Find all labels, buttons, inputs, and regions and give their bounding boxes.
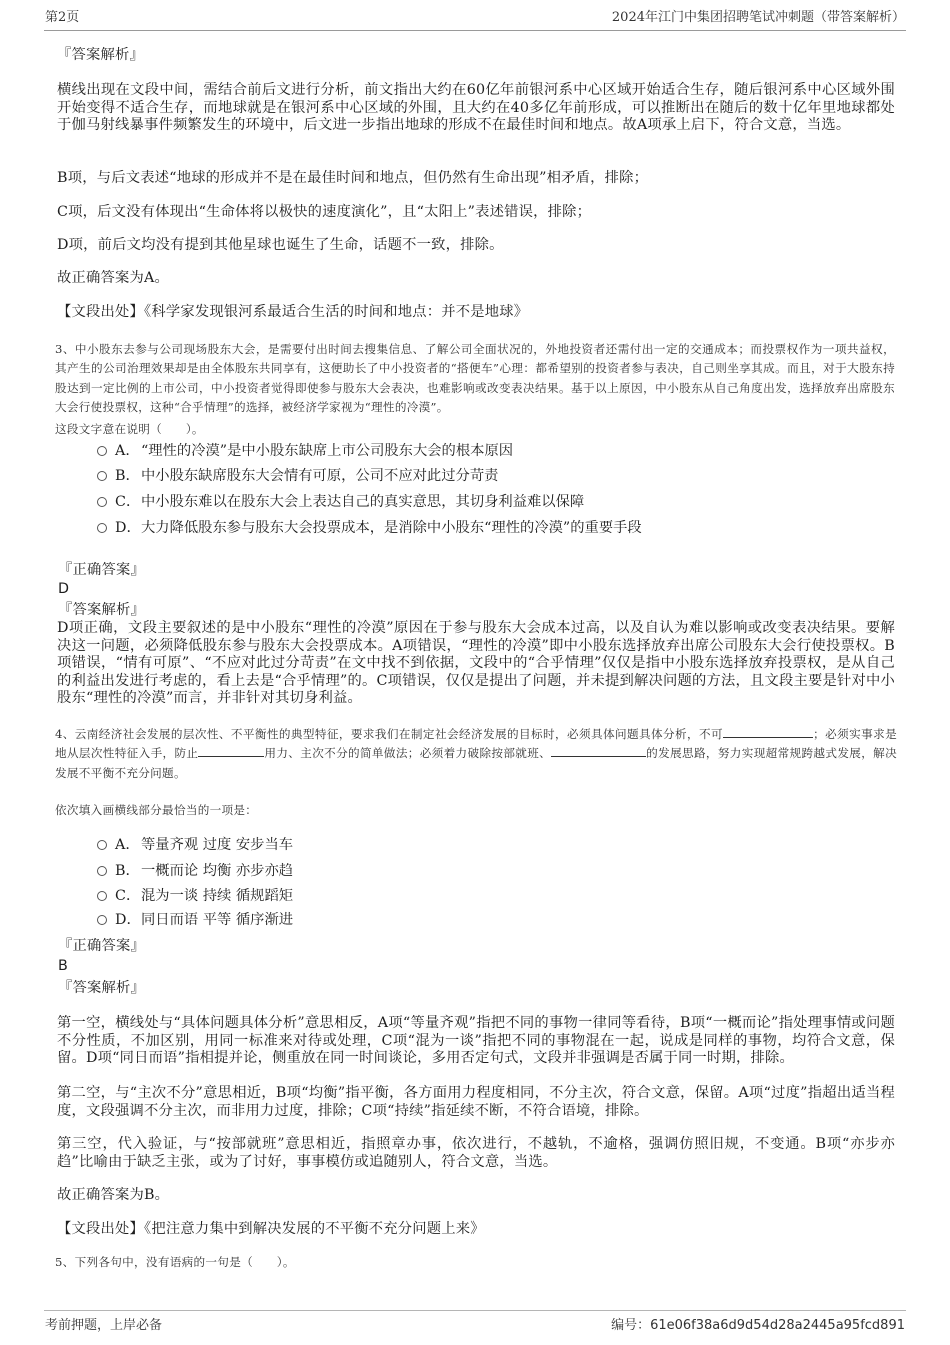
footer-slogan: 考前押题，上岸必备 — [45, 1318, 163, 1333]
q4-conclusion: 故正确答案为B。 — [57, 1187, 170, 1203]
q4-option-a[interactable]: A．等量齐观 过度 安步当车 — [97, 835, 293, 855]
radio-icon[interactable] — [97, 497, 107, 507]
q4-analysis-label: 『答案解析』 — [58, 980, 145, 996]
q4-analysis-paragraph-3: 第三空，代入验证，与“按部就班”意思相近，指照章办事，依次进行，不越轨，不逾格，强调仿照旧规，不变通。B项“亦步亦趋”比喻由于缺乏主张，或为了讨好，事事模仿或追随别人，符合文意，当选。 — [57, 1136, 895, 1170]
radio-icon[interactable] — [97, 891, 107, 901]
radio-icon[interactable] — [97, 840, 107, 850]
q3-answer: D — [58, 581, 70, 597]
blank-2 — [198, 744, 264, 757]
q2-source — [57, 304, 895, 322]
q4-answer-label: 『正确答案』 — [58, 938, 145, 954]
document-title: 2024年江门中集团招聘笔试冲刺题（带答案解析） — [611, 10, 905, 25]
q3-option-b[interactable]: B．中小股东缺席股东大会情有可原，公司不应对此过分苛责 — [97, 466, 498, 486]
q4-option-d[interactable]: D．同日而语 平等 循序渐进 — [97, 910, 293, 930]
radio-icon[interactable] — [97, 915, 107, 925]
q2-analysis-label: 『答案解析』 — [57, 47, 144, 63]
blank-3 — [551, 744, 646, 757]
q2-analysis-paragraph-4: D项，前后文均没有提到其他星球也诞生了生命，话题不一致，排除。 — [57, 237, 504, 253]
radio-icon[interactable] — [97, 523, 107, 533]
q4-stem: 4、云南经济社会发展的层次性、不平衡性的典型特征，要求我们在制定社会经济发展的目标时，必须具体问题具体分析，不可 ；必须实事求是地从层次性特征入手，防止 用力、主次不分的简单做法；必须着力破除按部就班、 的发展思路，努力实现超常规跨越式发展，解决发展不平衡不充分问题。 — [55, 727, 897, 780]
q4-option-c[interactable]: C．混为一谈 持续 循规蹈矩 — [97, 886, 293, 906]
q4-analysis-paragraph-1: 第一空，横线处与“具体问题具体分析”意思相反，A项“等量齐观”指把不同的事物一律同等看待，B项“一概而论”指处理事情或问题不分性质，不加区别，用同一标准来对待或处理，C项“混为一谈”指把不同的事物混在一起，说成是同样的事物，均符合文意，保留。D项“同日而语”指相提并论，侧重放在同一时间谈论，多用否定句式，文段并非强调是否属于同一时期，排除。 — [57, 1015, 895, 1067]
q4-analysis-paragraph-2: 第二空，与“主次不分”意思相近，B项“均衡”指平衡，各方面用力程度相同，不分主次，符合文意，保留。A项“过度”指超出适当程度，文段强调不分主次，而非用力过度，排除；C项“持续”指延续不断，不符合语境，排除。 — [57, 1085, 895, 1119]
q3-option-d[interactable]: D．大力降低股东参与股东大会投票成本，是消除中小股东“理性的冷漠”的重要手段 — [97, 518, 642, 538]
source-label: 【文段出处】 — [57, 304, 144, 320]
q3-option-a[interactable]: A．“理性的冷漠”是中小股东缺席上市公司股东大会的根本原因 — [97, 441, 513, 461]
q4-option-b[interactable]: B．一概而论 均衡 亦步亦趋 — [97, 861, 293, 881]
radio-icon[interactable] — [97, 471, 107, 481]
q3-answer-label: 『正确答案』 — [58, 562, 145, 578]
q2-analysis-paragraph-1: 横线出现在文段中间，需结合前后文进行分析，前文指出大约在60亿年前银河系中心区域开始适合生存，随后银河系中心区域外围开始变得不适合生存，而地球就是在银河系中心区域的外围，且大约在40多亿年前形成，可以推断出在随后的数十亿年里地球都处于伽马射线暴事件频繁发生的环境中，后文进一步指出地球的形成不在最佳时间和地点。故A项承上启下，符合文意，当选。 — [57, 82, 895, 134]
q5-stem: 5、下列各句中，没有语病的一句是（ ）。 — [55, 1255, 295, 1269]
q3-option-c[interactable]: C．中小股东难以在股东大会上表达自己的真实意思，其切身利益难以保障 — [97, 492, 584, 512]
page-number: 第2页 — [45, 10, 80, 25]
header-rule — [44, 30, 906, 31]
source-title: 《把注意力集中到解决发展的不平衡不充分问题上来》 — [143, 1221, 485, 1237]
source-label: 【文段出处】 — [57, 1221, 144, 1237]
q3-analysis: D项正确，文段主要叙述的是中小股东“理性的冷漠”原因在于参与股东大会成本过高，以及自认为难以影响或改变表决结果。要解决这一问题，必须降低股东参与股东大会投票成本。A项错误，“理性的冷漠”即中小股东选择放弃出席公司股东大会行使投票权。B项错误，“情有可原”、“不应对此过分苛责”在文中找不到依据，文段中的“合乎情理”仅仅是指中小股东选择放弃投票权，是从自己的利益出发进行考虑的，看上去是“合乎情理”的。C项错误，仅仅是提出了问题，并未提到解决问题的方法，且文段主要是针对中小股东“理性的冷漠”而言，并非针对其切身利益。 — [57, 620, 895, 707]
radio-icon[interactable] — [97, 866, 107, 876]
q3-ask: 这段文字意在说明（ ）。 — [55, 422, 204, 436]
q2-conclusion: 故正确答案为A。 — [57, 270, 170, 286]
q4-source — [57, 1221, 895, 1239]
footer-rule — [44, 1310, 906, 1311]
q2-analysis-paragraph-2: B项，与后文表述“地球的形成并不是在最佳时间和地点，但仍然有生命出现”相矛盾，排除； — [57, 170, 649, 186]
blank-1 — [723, 725, 813, 738]
q4-ask: 依次填入画横线部分最恰当的一项是： — [55, 803, 258, 817]
q3-analysis-label: 『答案解析』 — [58, 602, 145, 618]
q4-answer: B — [58, 958, 69, 974]
q2-analysis-paragraph-3: C项，后文没有体现出“生命体将以极快的速度演化”，且“太阳上”表述错误，排除； — [57, 204, 592, 220]
source-title: 《科学家发现银河系最适合生活的时间和地点：并不是地球》 — [143, 304, 529, 320]
radio-icon[interactable] — [97, 446, 107, 456]
document-code: 编号：61e06f38a6d9d54d28a2445a95fcd891 — [611, 1318, 905, 1333]
q3-stem: 3、中小股东去参与公司现场股东大会，是需要付出时间去搜集信息、了解公司全面状况的，外地投资者还需付出一定的交通成本；而投票权作为一项共益权，其产生的公司治理效果却是由全体股东共同享有，这便助长了中小投资者的“搭便车”心理：都希望别的投资者参与表决，自己则坐享其成。而且，对于大股东持股达到一定比例的上市公司，中小投资者觉得即使参与股东大会表决，也难影响或改变表决结果。基于以上原因，中小股东从自己角度出发，选择放弃出席股东大会行使投票权，这种“合乎情理”的选择，被经济学家视为“理性的冷漠”。 — [55, 342, 895, 415]
